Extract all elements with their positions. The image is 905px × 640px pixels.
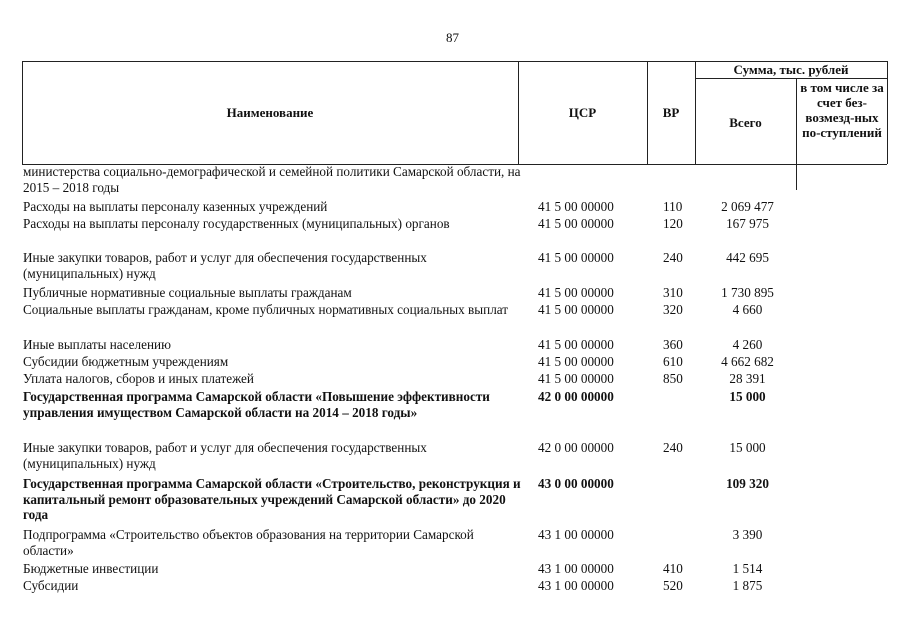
row-csr: 43 1 00 00000 bbox=[538, 578, 614, 593]
row-name: Социальные выплаты гражданам, кроме публичных нормативных социальных выплат bbox=[23, 302, 509, 317]
column-header-vr: ВР bbox=[662, 105, 680, 120]
row-total: 442 695 bbox=[726, 250, 769, 265]
table-right-border bbox=[887, 61, 888, 164]
row-vr: 520 bbox=[663, 578, 683, 593]
row-name: Государственная программа Самарской области «Строительство, реконструкция и капитальный ремонт образовательных учреждений Самарской области» до 2020 года bbox=[23, 476, 521, 522]
row-name: Государственная программа Самарской области «Повышение эффективности управления имуществом Самарской области на 2014 – 2018 годы» bbox=[23, 389, 490, 420]
row-csr: 42 0 00 00000 bbox=[538, 440, 614, 455]
sum-header-rule bbox=[695, 78, 887, 79]
row-csr: 42 0 00 00000 bbox=[538, 389, 614, 404]
column-header-sum: Сумма, тыс. рублей bbox=[733, 62, 849, 77]
row-total: 1 514 bbox=[732, 561, 763, 576]
row-vr: 240 bbox=[663, 440, 683, 455]
row-csr: 41 5 00 00000 bbox=[538, 216, 614, 231]
row-name: Иные выплаты населению bbox=[23, 337, 171, 352]
divider-total-grants bbox=[796, 78, 797, 190]
row-vr: 320 bbox=[663, 302, 683, 317]
row-total: 3 390 bbox=[732, 527, 763, 542]
row-vr: 240 bbox=[663, 250, 683, 265]
row-csr: 41 5 00 00000 bbox=[538, 354, 614, 369]
row-total: 4 660 bbox=[732, 302, 763, 317]
column-header-csr: ЦСР bbox=[568, 105, 597, 120]
row-name: Расходы на выплаты персоналу государственных (муниципальных) органов bbox=[23, 216, 450, 231]
row-total: 167 975 bbox=[726, 216, 769, 231]
row-vr: 360 bbox=[663, 337, 683, 352]
row-name: Расходы на выплаты персоналу казенных учреждений bbox=[23, 199, 328, 214]
row-name: Иные закупки товаров, работ и услуг для обеспечения государственных (муниципальных) нужд bbox=[23, 250, 427, 281]
row-csr: 41 5 00 00000 bbox=[538, 371, 614, 386]
row-total: 28 391 bbox=[729, 371, 766, 386]
row-total: 1 730 895 bbox=[721, 285, 774, 300]
row-total: 109 320 bbox=[726, 476, 769, 491]
column-header-grants: в том числе за счет без-возмезд-ных по-ступлений bbox=[800, 80, 884, 140]
row-name: Подпрограмма «Строительство объектов образования на территории Самарской области» bbox=[23, 527, 474, 558]
row-name: Уплата налогов, сборов и иных платежей bbox=[23, 371, 254, 386]
row-vr: 110 bbox=[663, 199, 683, 214]
row-csr: 43 1 00 00000 bbox=[538, 527, 614, 542]
column-header-total: Всего bbox=[729, 115, 762, 130]
row-csr: 43 0 00 00000 bbox=[538, 476, 614, 491]
row-name: министерства социально-демографической и семейной политики Самарской области, на 2015 – 2018 годы bbox=[23, 164, 521, 195]
row-total: 15 000 bbox=[729, 440, 766, 455]
row-total: 15 000 bbox=[729, 389, 766, 404]
row-name: Субсидии бюджетным учреждениям bbox=[23, 354, 229, 369]
row-csr: 41 5 00 00000 bbox=[538, 285, 614, 300]
row-vr: 850 bbox=[663, 371, 683, 386]
row-total: 1 875 bbox=[732, 578, 763, 593]
row-vr: 410 bbox=[663, 561, 683, 576]
row-csr: 41 5 00 00000 bbox=[538, 302, 614, 317]
row-vr: 310 bbox=[663, 285, 683, 300]
row-vr: 120 bbox=[663, 216, 683, 231]
page-number: 87 bbox=[446, 30, 459, 45]
column-header-name: Наименование bbox=[226, 105, 314, 120]
row-name: Бюджетные инвестиции bbox=[23, 561, 159, 576]
row-vr: 610 bbox=[663, 354, 683, 369]
row-total: 2 069 477 bbox=[721, 199, 774, 214]
row-name: Публичные нормативные социальные выплаты гражданам bbox=[23, 285, 352, 300]
row-csr: 41 5 00 00000 bbox=[538, 199, 614, 214]
row-csr: 43 1 00 00000 bbox=[538, 561, 614, 576]
row-total: 4 662 682 bbox=[721, 354, 774, 369]
row-csr: 41 5 00 00000 bbox=[538, 250, 614, 265]
row-csr: 41 5 00 00000 bbox=[538, 337, 614, 352]
row-name: Субсидии bbox=[23, 578, 79, 593]
row-name: Иные закупки товаров, работ и услуг для обеспечения государственных (муниципальных) нужд bbox=[23, 440, 427, 471]
row-total: 4 260 bbox=[732, 337, 763, 352]
